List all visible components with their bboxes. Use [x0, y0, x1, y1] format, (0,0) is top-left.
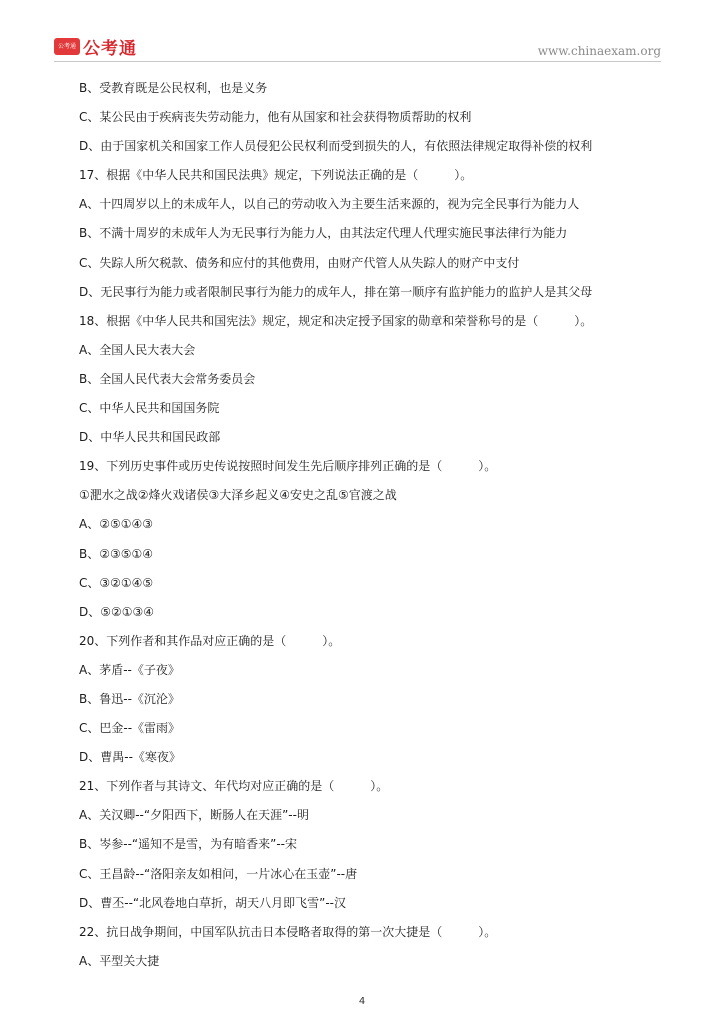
question-22: 22、抗日战争期间，中国军队抗击日本侵略者取得的第一次大捷是（ ）。 [79, 924, 497, 939]
answer-option: A、全国人民大表大会 [79, 342, 196, 357]
page-header [0, 0, 724, 64]
answer-option: C、中华人民共和国国务院 [79, 401, 220, 416]
page-number: 4 [358, 996, 366, 1007]
answer-option: D、中华人民共和国民政部 [79, 430, 221, 445]
answer-option: B、②③⑤①④ [79, 546, 154, 561]
site-url: www.chinaexam.org [537, 44, 661, 58]
answer-option: D、曹丕--“北风卷地白草折，胡天八月即飞雪”--汉 [79, 895, 346, 910]
answer-option: C、③②①④⑤ [79, 575, 154, 590]
logo-text: 公考通 [83, 39, 137, 59]
answer-option: D、由于国家机关和国家工作人员侵犯公民权利而受到损失的人，有依照法律规定取得补偿的权利 [79, 139, 593, 154]
answer-option: A、平型关大捷 [79, 953, 160, 968]
answer-option: A、关汉卿--“夕阳西下，断肠人在天涯”--明 [79, 808, 309, 823]
answer-option: C、失踪人所欠税款、债务和应付的其他费用，由财产代管人从失踪人的财产中支付 [79, 255, 520, 270]
answer-option: A、茅盾--《子夜》 [79, 662, 180, 677]
question-21: 21、下列作者与其诗文、年代均对应正确的是（ ）。 [79, 779, 389, 794]
answer-option: A、十四周岁以上的未成年人，以自己的劳动收入为主要生活来源的，视为完全民事行为能力人 [79, 197, 580, 212]
question-19: 19、下列历史事件或历史传说按照时间发生先后顺序排列正确的是（ ）。 [79, 459, 497, 474]
answer-option: B、岑参--“遥知不是雪，为有暗香来”--宋 [79, 837, 297, 852]
answer-option: A、②⑤①④③ [79, 517, 153, 532]
answer-option: B、不满十周岁的未成年人为无民事行为能力人，由其法定代理人代理实施民事法律行为能力 [79, 226, 568, 241]
answer-option: B、全国人民代表大会常务委员会 [79, 371, 256, 386]
header-divider [54, 61, 661, 62]
answer-option: B、受教育既是公民权利，也是义务 [79, 81, 268, 95]
answer-option: D、⑤②①③④ [79, 604, 155, 619]
answer-option: C、王昌龄--“洛阳亲友如相问，一片冰心在玉壶”--唐 [79, 866, 358, 881]
logo [54, 34, 137, 59]
answer-option: B、鲁迅--《沉沦》 [79, 691, 180, 706]
document-body [79, 78, 639, 980]
question-stem-items: ①淝水之战②烽火戏诸侯③大泽乡起义④安史之乱⑤官渡之战 [79, 488, 397, 503]
question-20: 20、下列作者和其作品对应正确的是（ ）。 [79, 633, 341, 648]
answer-option: D、曹禺--《寒夜》 [79, 750, 181, 765]
question-17: 17、根据《中华人民共和国民法典》规定，下列说法正确的是（ ）。 [79, 168, 473, 183]
logo-mark: 公考通 [54, 38, 80, 55]
answer-option: C、巴金--《雷雨》 [79, 721, 181, 736]
question-18: 18、根据《中华人民共和国宪法》规定，规定和决定授予国家的勋章和荣誉称号的是（ ）。 [79, 313, 593, 328]
answer-option: D、无民事行为能力或者限制民事行为能力的成年人，排在第一顺序有监护能力的监护人是其父母 [79, 284, 593, 299]
answer-option: C、某公民由于疾病丧失劳动能力，他有从国家和社会获得物质帮助的权利 [79, 110, 472, 125]
